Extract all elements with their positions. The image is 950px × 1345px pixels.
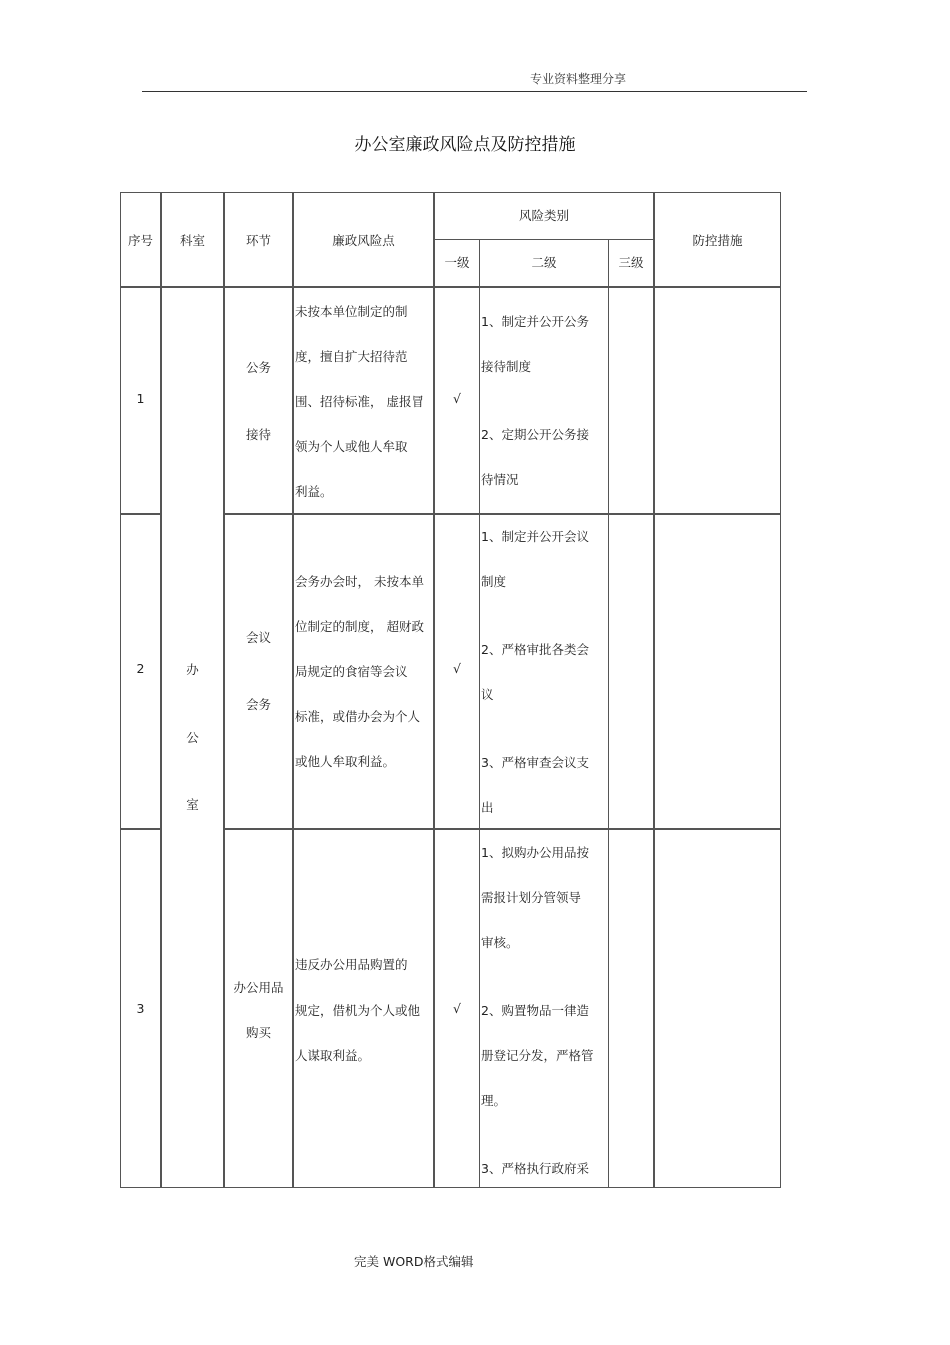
level2-line: 3、严格审查会议支 <box>481 755 589 770</box>
row-stage-cell <box>224 829 293 1188</box>
row-stage-line: 购买 <box>245 1025 271 1040</box>
level2-line: 需报计划分管领导 <box>481 890 582 905</box>
row-measures-cell <box>654 287 781 514</box>
header-risk-category: 风险类别 <box>518 208 569 223</box>
level2-line: 审核。 <box>481 935 519 950</box>
level2-line: 接待制度 <box>481 359 532 374</box>
level2-line: 2、定期公开公务接 <box>481 427 589 442</box>
risk-table <box>120 192 781 1188</box>
row-level1-cell <box>434 829 480 1188</box>
risk-line: 会务办会时， 未按本单 <box>295 574 424 589</box>
row-level2-cell <box>479 829 609 1188</box>
row-level1-cell <box>434 287 480 514</box>
header-level2-cell <box>479 239 609 287</box>
header-risk-category-cell <box>434 192 654 240</box>
header-stage: 环节 <box>245 233 271 248</box>
dept-char: 办 <box>186 662 199 677</box>
table-row <box>120 829 161 1188</box>
table-row <box>120 514 161 829</box>
header-dept-cell <box>161 192 224 287</box>
level2-line: 理。 <box>481 1093 507 1108</box>
row-level3-cell <box>608 514 654 829</box>
row-measures-cell <box>654 514 781 829</box>
risk-line: 或他人牟取利益。 <box>295 754 396 769</box>
risk-line: 领为个人或他人牟取 <box>295 439 408 454</box>
dept-cell <box>161 287 224 1188</box>
level2-line: 1、制定并公开公务 <box>481 314 589 329</box>
footer-note: 完美 WORD格式编辑 <box>354 1254 474 1269</box>
risk-line: 标准，或借办会为个人 <box>295 709 421 724</box>
row-stage-line: 接待 <box>245 427 271 442</box>
header-seq: 序号 <box>127 233 153 248</box>
level2-line: 1、拟购办公用品按 <box>481 845 589 860</box>
header-level3: 三级 <box>618 255 644 270</box>
level2-line: 制度 <box>481 574 507 589</box>
level2-line: 册登记分发，严格管 <box>481 1048 594 1063</box>
level2-line: 待情况 <box>481 472 519 487</box>
row-risk-cell <box>293 287 434 514</box>
header-risk-point-cell <box>293 192 434 287</box>
risk-line: 规定，借机为个人或他 <box>295 1003 421 1018</box>
risk-line: 度，擅自扩大招待范 <box>295 349 408 364</box>
row-stage-cell <box>224 287 293 514</box>
level2-line: 2、严格审批各类会 <box>481 642 589 657</box>
header-rule <box>142 91 807 92</box>
risk-line: 利益。 <box>295 484 333 499</box>
header-seq-cell <box>120 192 161 287</box>
risk-line: 局规定的食宿等会议 <box>295 664 408 679</box>
header-level3-cell <box>608 239 654 287</box>
row-measures-cell <box>654 829 781 1188</box>
page-title: 办公室廉政风险点及防控措施 <box>354 135 576 155</box>
row-risk-cell <box>293 514 434 829</box>
row-level1-cell <box>434 514 480 829</box>
level2-line: 出 <box>481 800 494 815</box>
risk-line: 人谋取利益。 <box>295 1048 371 1063</box>
level1-check: √ <box>453 391 461 406</box>
level2-line: 3、严格执行政府采 <box>481 1161 589 1176</box>
risk-line: 围、招待标准， 虚报冒 <box>295 394 424 409</box>
dept-char: 室 <box>186 797 199 812</box>
header-level1-cell <box>434 239 480 287</box>
header-note: 专业资料整理分享 <box>530 72 627 86</box>
row-level2-cell <box>479 514 609 829</box>
row-level3-cell <box>608 829 654 1188</box>
level2-line: 2、购置物品一律造 <box>481 1003 589 1018</box>
dept-char: 公 <box>186 730 199 745</box>
header-dept: 科室 <box>179 233 205 248</box>
header-measures-cell <box>654 192 781 287</box>
header-risk-point: 廉政风险点 <box>332 233 395 248</box>
row-stage-line: 公务 <box>245 360 271 375</box>
header-measures: 防控措施 <box>692 233 743 248</box>
header-level2: 二级 <box>531 255 557 270</box>
row-stage-line: 会务 <box>245 697 271 712</box>
risk-line: 位制定的制度， 超财政 <box>295 619 424 634</box>
risk-line: 违反办公用品购置的 <box>295 957 408 972</box>
header-stage-cell <box>224 192 293 287</box>
row-stage-line: 会议 <box>245 630 271 645</box>
level1-check: √ <box>453 1001 461 1016</box>
row-seq: 2 <box>136 661 145 676</box>
header-level1: 一级 <box>444 255 470 270</box>
level1-check: √ <box>453 661 461 676</box>
risk-line: 未按本单位制定的制 <box>295 304 408 319</box>
row-risk-cell <box>293 829 434 1188</box>
level2-line: 1、制定并公开会议 <box>481 529 589 544</box>
row-seq: 1 <box>136 391 145 406</box>
row-stage-cell <box>224 514 293 829</box>
table-row <box>120 287 161 514</box>
row-level3-cell <box>608 287 654 514</box>
row-stage-line: 办公用品 <box>233 980 284 995</box>
row-level2-cell <box>479 287 609 514</box>
row-seq: 3 <box>136 1001 145 1016</box>
level2-line: 议 <box>481 687 494 702</box>
